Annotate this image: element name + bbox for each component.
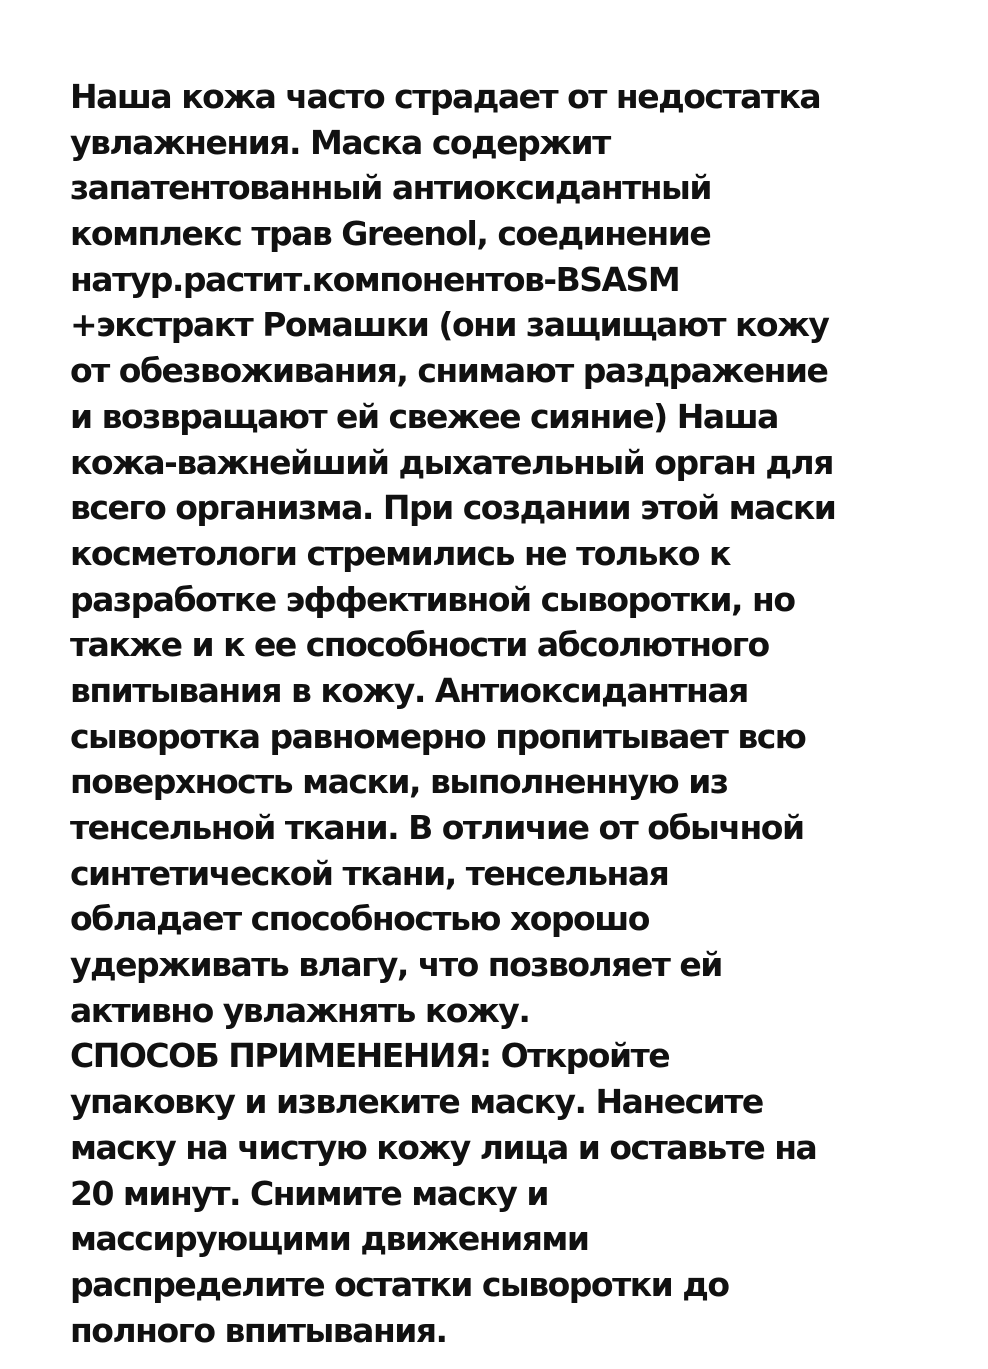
- text-line: поверхность маски, выполненную из: [70, 762, 728, 802]
- text-line: кожа-важнейший дыхательный орган для: [70, 442, 833, 482]
- text-line: удерживать влагу, что позволяет ей: [70, 945, 722, 985]
- text-line: обладает способностью хорошо: [70, 899, 649, 939]
- text-line: маску на чистую кожу лица и оставьте на: [70, 1127, 817, 1167]
- text-line: Наша кожа часто страдает от недостатка: [70, 77, 821, 116]
- text-line: натур.растит.компонентов-BSASM: [70, 259, 680, 299]
- text-line: +экстракт Ромашки (они защищают кожу: [70, 305, 829, 345]
- text-line: синтетической ткани, тенсельная: [70, 853, 669, 893]
- text-line: сыворотка равномерно пропитывает всю: [70, 716, 806, 756]
- text-line: полного впитывания.: [70, 1310, 447, 1350]
- usage-heading-line: СПОСОБ ПРИМЕНЕНИЯ: Откройте: [70, 1036, 670, 1076]
- text-line: также и к ее способности абсолютного: [70, 625, 769, 665]
- text-line: запатентованный антиоксидантный: [70, 168, 712, 208]
- text-line: увлажнения. Маска содержит: [70, 122, 610, 162]
- text-line: и возвращают ей свежее сияние) Наша: [70, 396, 778, 436]
- text-line: 20 минут. Снимите маску и: [70, 1173, 549, 1213]
- text-line: всего организма. При создании этой маски: [70, 488, 836, 528]
- text-line: тенсельной ткани. В отличие от обычной: [70, 808, 804, 847]
- text-line: массирующими движениями: [70, 1219, 589, 1259]
- text-line: косметологи стремились не только к: [70, 533, 730, 573]
- text-line: разработке эффективной сыворотки, но: [70, 579, 795, 619]
- text-line: от обезвоживания, снимают раздражение: [70, 351, 828, 391]
- text-line: комплекс трав Greenol, соединение: [70, 214, 711, 254]
- text-line: упаковку и извлеките маску. Нанесите: [70, 1082, 763, 1122]
- text-line: впитывания в кожу. Антиоксидантная: [70, 670, 748, 710]
- product-description-text: [70, 74, 930, 1353]
- text-line: распределите остатки сыворотки до: [70, 1264, 729, 1304]
- text-line: активно увлажнять кожу.: [70, 990, 530, 1030]
